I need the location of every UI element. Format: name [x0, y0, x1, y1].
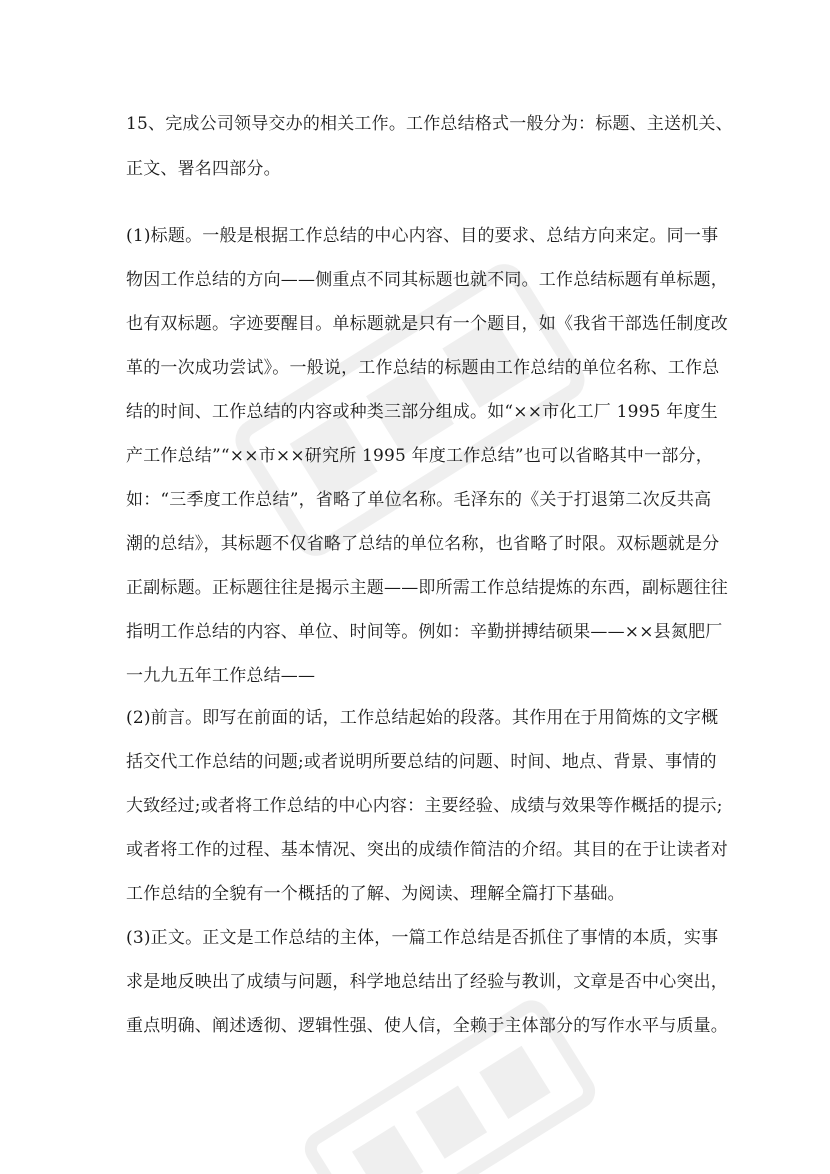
paragraph-line: (3)正文。正文是工作总结的主体，一篇工作总结是否抓住了事情的本质，实事: [126, 928, 719, 948]
paragraph-line: 潮的总结》，其标题不仅省略了总结的单位名称，也省略了时限。双标题就是分: [126, 534, 720, 554]
paragraph-line: 革的一次成功尝试》。一般说，工作总结的标题由工作总结的单位名称、工作总: [126, 358, 720, 378]
intro-line: 15、完成公司领导交办的相关工作。工作总结格式一般分为：标题、主送机关、: [126, 114, 733, 134]
paragraph-line: 重点明确、阐述透彻、逻辑性强、使人信，全赖于主体部分的写作水平与质量。: [126, 1016, 728, 1036]
paragraph-line: (2)前言。即写在前面的话，工作总结起始的段落。其作用在于用简炼的文字概: [126, 708, 719, 728]
paragraph-line: 指明工作总结的内容、单位、时间等。例如：辛勤拼搏结硕果——××县氮肥厂: [126, 622, 723, 642]
paragraph-line: 物因工作总结的方向——侧重点不同其标题也就不同。工作总结标题有单标题，: [126, 270, 728, 290]
paragraph-line: 如：“三季度工作总结”，省略了单位名称。毛泽东的《关于打退第二次反共高: [126, 490, 712, 510]
paragraph-line: 正副标题。正标题往往是揭示主题——即所需工作总结提炼的东西，副标题往往: [126, 578, 728, 598]
paragraph-line: 大致经过;或者将工作总结的中心内容：主要经验、成绩与效果等作概括的提示;: [126, 796, 723, 816]
paragraph-line: 一九九五年工作总结——: [126, 666, 316, 686]
paragraph-line: 工作总结的全貌有一个概括的了解、为阅读、理解全篇打下基础。: [126, 884, 625, 904]
paragraph-line: 结的时间、工作总结的内容或种类三部分组成。如“××市化工厂 1995 年度生: [126, 402, 718, 422]
paragraph-line: 求是地反映出了成绩与问题，科学地总结出了经验与教训，文章是否中心突出，: [126, 972, 728, 992]
paragraph-line: (1)标题。一般是根据工作总结的中心内容、目的要求、总结方向来定。同一事: [126, 226, 719, 246]
paragraph-line: 产工作总结”“××市××研究所 1995 年度工作总结”也可以省略其中一部分，: [126, 446, 713, 466]
watermark-logo-bottom: [280, 973, 619, 1174]
paragraph-line: 或者将工作的过程、基本情况、突出的成绩作简洁的介绍。其目的在于让读者对: [126, 840, 728, 860]
paragraph-line: 也有双标题。字迹要醒目。单标题就是只有一个题目，如《我省干部选任制度改: [126, 314, 728, 334]
paragraph-line: 括交代工作总结的问题;或者说明所要总结的问题、时间、地点、背景、事情的: [126, 752, 717, 772]
intro-line: 正文、署名四部分。: [126, 159, 281, 179]
